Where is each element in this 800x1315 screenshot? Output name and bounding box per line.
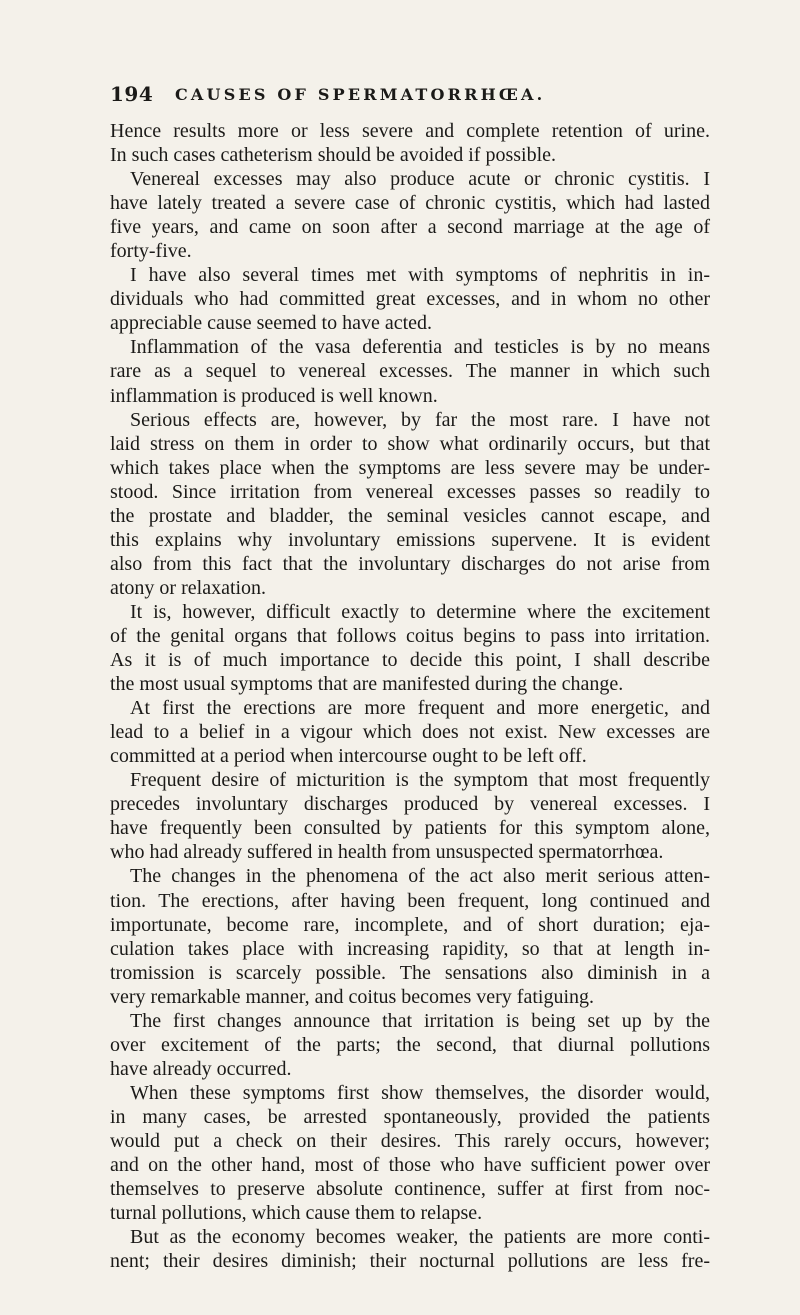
text-line: Frequent desire of micturition is the symptom that most frequently [130, 769, 710, 792]
text-line: It is, however, difficult exactly to determine where the excitement [130, 600, 710, 623]
text-line: precedes involuntary discharges produced by venereal excesses. I [110, 793, 710, 816]
text-line: and on the other hand, most of those who have sufficient power over [110, 1154, 710, 1177]
running-head: CAUSES OF SPERMATORRHŒA. [175, 85, 546, 104]
text-line: importunate, become rare, incomplete, and of short duration; eja- [110, 913, 710, 936]
page-header [110, 82, 710, 112]
text-line: rare as a sequel to venereal excesses. The manner in which such [110, 360, 710, 383]
text-line: Hence results more or less severe and complete retention of urine. [110, 120, 710, 142]
text-line: lead to a belief in a vigour which does not exist. New excesses are [110, 721, 710, 744]
text-line: turnal pollutions, which cause them to relapse. [110, 1202, 483, 1225]
text-line: which takes place when the symptoms are less severe may be under- [110, 456, 710, 479]
body-text [110, 119, 710, 1273]
text-line: the most usual symptoms that are manifested during the change. [110, 673, 624, 696]
text-line: The changes in the phenomena of the act also merit serious atten- [130, 865, 710, 888]
text-line: But as the economy becomes weaker, the patients are more conti- [130, 1226, 710, 1249]
text-line: of the genital organs that follows coitus begins to pass into irritation. [110, 624, 710, 647]
text-line: The first changes announce that irritation is being set up by the [130, 1009, 710, 1032]
text-line: Venereal excesses may also produce acute or chronic cystitis. I [130, 168, 710, 191]
text-line: nent; their desires diminish; their nocturnal pollutions are less fre- [110, 1250, 710, 1273]
text-line: forty-five. [110, 240, 192, 263]
text-line: At first the erections are more frequent and more energetic, and [130, 697, 710, 720]
text-line: appreciable cause seemed to have acted. [110, 312, 433, 335]
text-line: laid stress on them in order to show what ordinarily occurs, but that [110, 432, 710, 455]
text-line: also from this fact that the involuntary discharges do not arise from [110, 552, 710, 575]
text-line: very remarkable manner, and coitus becomes very fatiguing. [110, 985, 595, 1008]
text-line: inflammation is produced is well known. [110, 384, 438, 407]
text-line: have already occurred. [110, 1057, 292, 1080]
page-number: 194 [110, 82, 154, 106]
text-line: tromission is scarcely possible. The sensations also diminish in a [110, 961, 710, 984]
text-line: dividuals who had committed great excesses, and in whom no other [110, 288, 710, 311]
text-line: atony or relaxation. [110, 576, 267, 599]
text-line: When these symptoms first show themselves, the disorder would, [130, 1081, 710, 1104]
text-line: stood. Since irritation from venereal excesses passes so readily to [110, 480, 710, 503]
text-line: over excitement of the parts; the second, that diurnal pollutions [110, 1033, 710, 1056]
text-line: culation takes place with increasing rapidity, so that at length in- [110, 937, 710, 960]
text-line: have lately treated a severe case of chronic cystitis, which had lasted [110, 192, 710, 215]
text-line: tion. The erections, after having been frequent, long continued and [110, 889, 710, 912]
text-line: Inflammation of the vasa deferentia and testicles is by no means [130, 336, 710, 359]
text-line: this explains why involuntary emissions supervene. It is evident [110, 528, 710, 551]
text-line: As it is of much importance to decide this point, I shall describe [110, 649, 710, 672]
text-line: themselves to preserve absolute continence, suffer at first from noc- [110, 1178, 710, 1201]
text-line: five years, and came on soon after a second marriage at the age of [110, 216, 710, 239]
text-line: I have also several times met with symptoms of nephritis in in- [130, 264, 710, 287]
text-line: Serious effects are, however, by far the most rare. I have not [130, 408, 710, 431]
text-line: In such cases catheterism should be avoided if possible. [110, 144, 556, 167]
text-line: would put a check on their desires. This rarely occurs, however; [110, 1129, 710, 1152]
text-line: have frequently been consulted by patients for this symptom alone, [110, 817, 710, 840]
text-line: the prostate and bladder, the seminal vesicles cannot escape, and [110, 504, 710, 527]
text-line: committed at a period when intercourse ought to be left off. [110, 745, 587, 768]
text-line: in many cases, be arrested spontaneously, provided the patients [110, 1105, 710, 1128]
text-line: who had already suffered in health from unsuspected spermatorrhœa. [110, 841, 664, 864]
